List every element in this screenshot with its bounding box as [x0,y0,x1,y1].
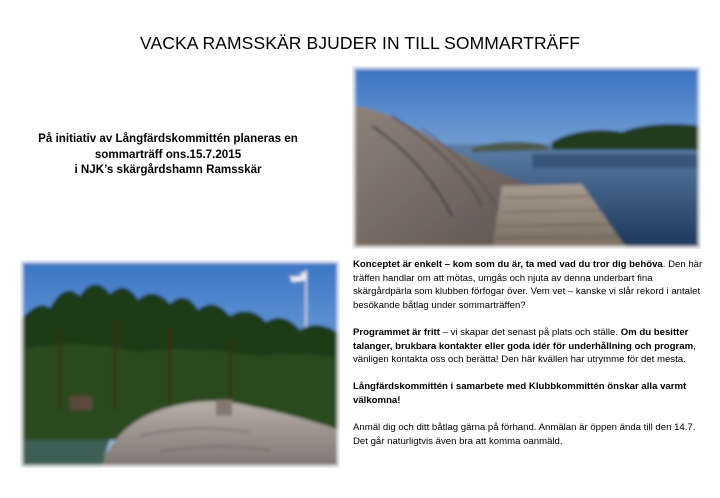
intro-text [18,131,318,178]
intro-line-3: i NJK’s skärgårdshamn Ramsskär [74,163,262,176]
paragraph-program [353,326,705,367]
paragraph-welcome [353,380,705,407]
program-text-2: , vänligen kontakta oss och berätta! Den här kvällen har utrymme för det mesta. [353,340,696,366]
concept-text: . Den här träffen handlar om att mötas, umgås och njuta av denna underbart fina skärgårdpärla som klubben förfogar över. Vem vet – kanske vi slår rekord i antalet besökande båtlag under sommarträffen? [353,259,703,311]
paragraph-concept [353,258,705,312]
invitation-body [353,258,705,462]
pine-forest-illustration [20,260,340,468]
welcome-text: Långfärdskommittén i samarbete med Klubbkommittén önskar alla varmt välkomna! [353,381,687,406]
intro-line-2: sommarträff ons.15.7.2015 [94,147,242,161]
paragraph-registration [353,421,705,448]
intro-line-1: På initiativ av Långfärdskommittén planeras en [38,132,298,145]
pine-forest-photo [20,260,340,468]
program-talent-callout: Om du besitter talanger, brukbara kontakter eller goda idér för underhållning och program [353,326,694,352]
page-title: VACKA RAMSSKÄR BJUDER IN TILL SOMMARTRÄFF [139,33,581,53]
registration-text: Anmäl dig och ditt båtlag gärna på förhand. Anmälan är öppen ända till den 14.7. Det går naturligtvis även bra att komma oanmäld. [353,422,696,447]
concept-heading: Konceptet är enkelt – kom som du är, ta med vad du tror dig behöva [353,259,663,270]
program-text-1: – vi skapar det senast på plats och ställe. [439,326,621,338]
coastal-rocks-photo [352,66,701,249]
coastal-rocks-illustration [352,66,701,249]
program-heading: Programmet är fritt [353,326,440,338]
